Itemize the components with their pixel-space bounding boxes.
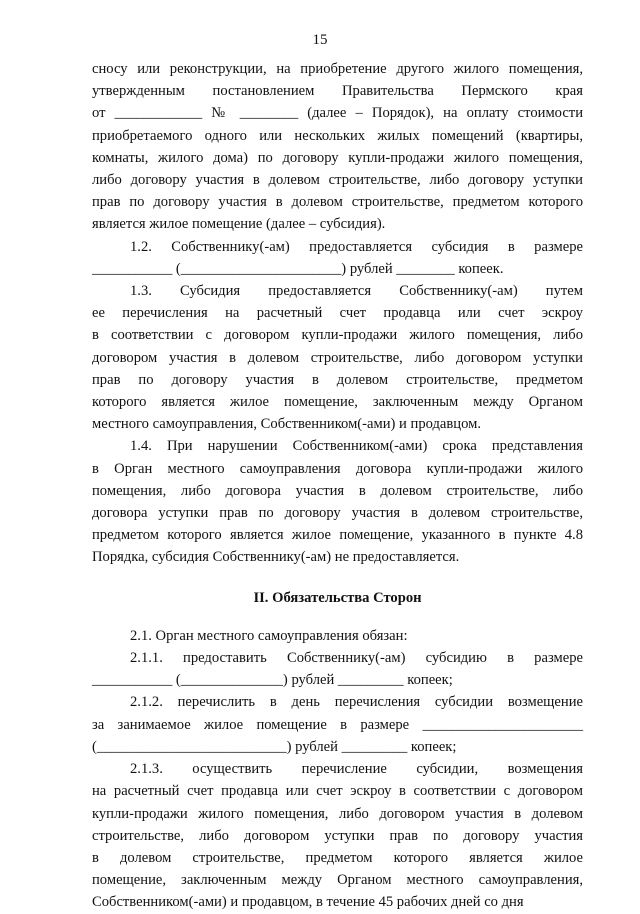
text-line: либо договору участия в долевом строительстве, либо договору уступки: [92, 172, 583, 189]
section-heading: II. Обязательства Сторон: [253, 589, 422, 606]
text-line: ___________ (______________) рублей _________ копеек;: [92, 672, 453, 689]
text-line: 2.1.3. осуществить перечисление субсидии, возмещения: [130, 761, 583, 778]
paragraph-p2_1_2: [92, 691, 583, 758]
text-line: в долевом строительстве, предметом которого является жилое: [92, 849, 583, 866]
text-line: за занимаемое жилое помещение в размере ______________________: [92, 716, 583, 733]
text-line: строительстве, либо договором уступки прав по договору участия: [92, 827, 583, 844]
section-two-obligations: [92, 625, 583, 914]
paragraph-p2_1_1: [92, 647, 583, 691]
text-line: 2.1.1. предоставить Собственнику(-ам) субсидию в размере: [130, 650, 583, 667]
text-line: сносу или реконструкции, на приобретение другого жилого помещения,: [92, 61, 583, 77]
text-line: помещение, заключенным между Органом местного самоуправления,: [92, 872, 583, 889]
text-line: которого является жилое помещение, заключенным между Органом: [92, 394, 583, 411]
page-number: 15: [312, 32, 328, 48]
text-line: местного самоуправления, Собственником(-ами) и продавцом.: [92, 416, 482, 433]
text-line: комнаты, жилого дома) по договору купли-продажи жилого помещения,: [92, 149, 583, 166]
text-line: прав по договору участия в долевом строительстве, предметом которого: [92, 194, 583, 211]
text-line: 1.2. Собственнику(-ам) предоставляется субсидия в размере: [130, 238, 583, 255]
paragraph-p1_2: [92, 236, 583, 280]
text-line: 2.1.2. перечислить в день перечисления субсидии возмещение: [130, 694, 583, 711]
text-line: купли-продажи жилого помещения, либо договором участия в долевом: [92, 805, 583, 822]
text-line: 2.1. Орган местного самоуправления обязан:: [130, 627, 408, 644]
paragraph-p1_4: [92, 435, 583, 568]
paragraph-p2_1_3: [92, 758, 583, 913]
text-line: (__________________________) рублей _________ копеек;: [92, 738, 457, 755]
text-line: предметом которого является жилое помещение, указанного в пункте 4.8: [92, 527, 583, 544]
text-line: на расчетный счет продавца или счет эскроу в соответствии с договором: [92, 783, 583, 800]
text-line: договора уступки прав по договору участия в долевом строительстве,: [92, 505, 583, 522]
paragraph-p1_3: [92, 280, 583, 435]
text-line: договором участия в долевом строительстве, либо договором уступки: [92, 349, 583, 366]
text-line: 1.3. Субсидия предоставляется Собственнику(-ам) путем: [130, 283, 583, 300]
text-line: 1.4. При нарушении Собственником(-ами) срока представления: [130, 438, 583, 455]
text-line: помещения, либо договора участия в долевом строительстве, либо: [92, 482, 583, 499]
document-body: [92, 58, 583, 914]
text-line: Собственником(-ами) и продавцом, в течение 45 рабочих дней со дня: [92, 894, 524, 911]
paragraph-intro: [92, 58, 583, 236]
text-line: утвержденным постановлением Правительства Пермского края: [92, 83, 583, 100]
text-line: в Орган местного самоуправления договора купли-продажи жилого: [92, 460, 583, 477]
text-line: ___________ (______________________) рублей ________ копеек.: [92, 260, 504, 277]
text-line: ее перечисления на расчетный счет продавца или счет эскроу: [92, 305, 583, 322]
text-line: в соответствии с договором купли-продажи жилого помещения, либо: [92, 327, 583, 344]
text-line: является жилое помещение (далее – субсидия).: [92, 216, 386, 233]
text-line: от ____________ № ________ (далее – Порядок), на оплату стоимости: [92, 105, 583, 122]
text-line: приобретаемого одного или нескольких жилых помещений (квартиры,: [92, 127, 583, 144]
section-one-continuation: [92, 58, 583, 569]
paragraph-p2_1: [92, 625, 583, 647]
text-line: прав по договору участия в долевом строительстве, предметом: [92, 371, 583, 388]
text-line: Порядка, субсидия Собственнику(-ам) не предоставляется.: [92, 549, 460, 566]
